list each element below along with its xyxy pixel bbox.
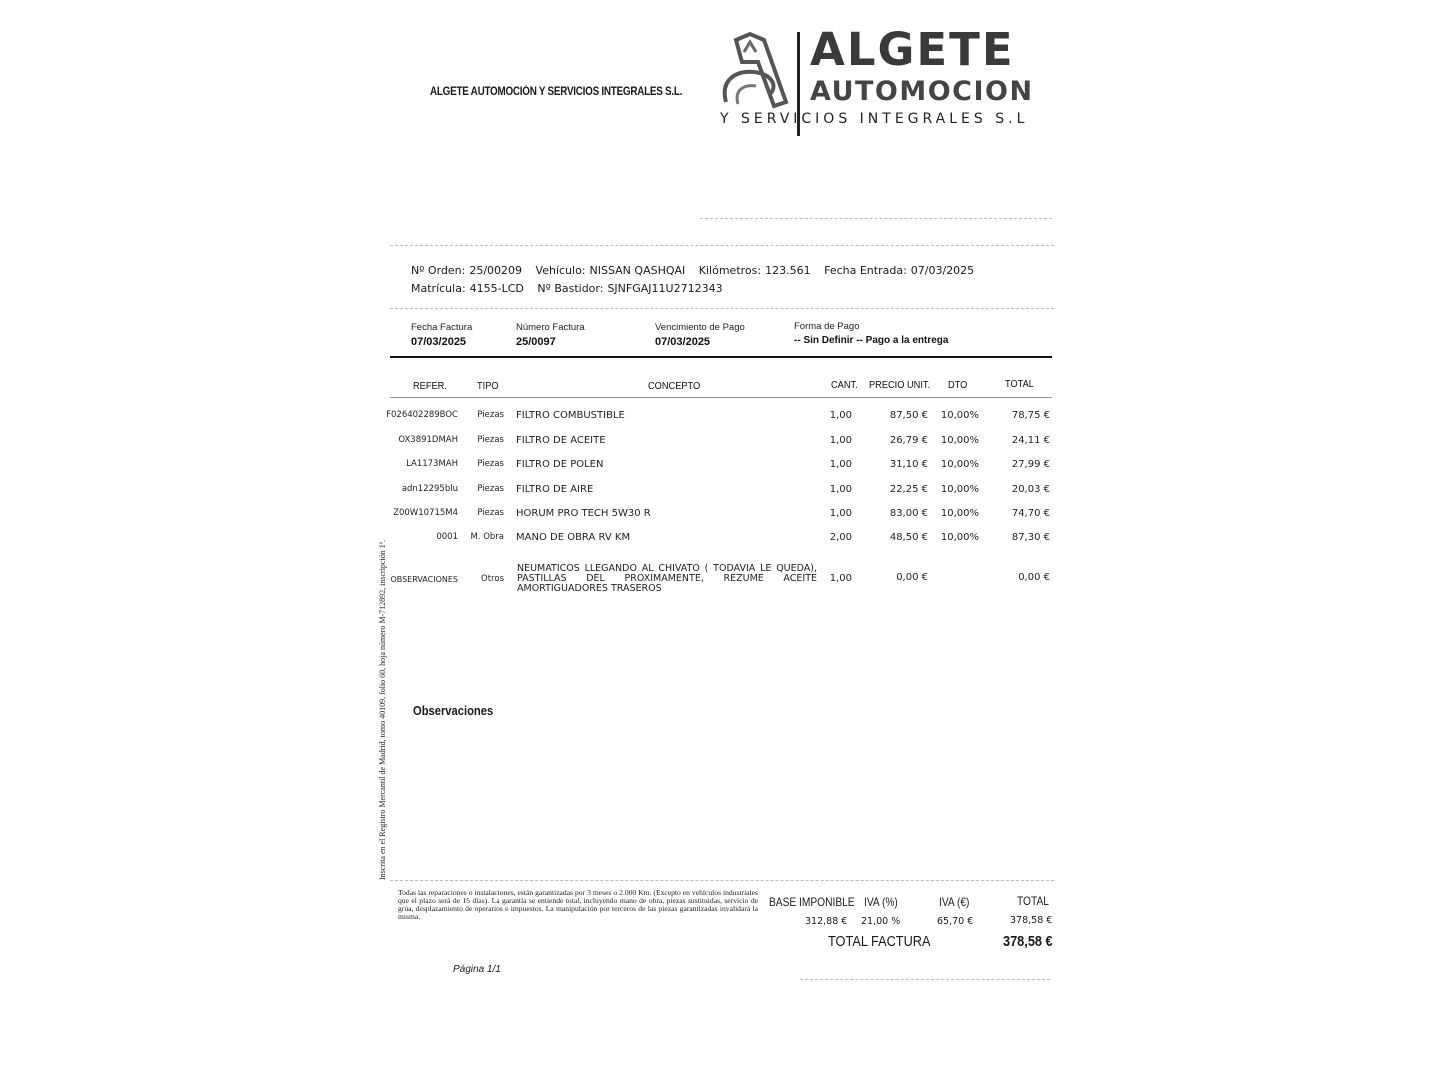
row-total: 0,00 € [1018,572,1050,583]
row-total: 20,03 € [1011,484,1050,495]
row-total: 27,99 € [1011,459,1050,470]
divider [390,880,1054,881]
iva-eur-label: IVA (€) [939,895,970,909]
row-total: 78,75 € [1011,410,1050,421]
matricula-label: Matrícula: [411,282,466,295]
row-cant: 1,00 [829,484,852,495]
row-dto: 10,00% [940,508,979,519]
row-precio: 87,50 € [889,410,928,421]
row-cant: 1,00 [829,573,852,584]
row-ref: OBSERVACIONES [390,575,458,584]
row-cant: 1,00 [829,508,852,519]
vehiculo-value: NISSAN QASHQAI [589,264,686,277]
row-precio: 31,10 € [889,459,928,470]
row-precio: 0,00 € [896,572,928,583]
orden-label: Nº Orden: [411,264,466,277]
table-row [0,459,1440,473]
row-tipo: Piezas [477,508,504,518]
total-factura-label: TOTAL FACTURA [828,933,931,950]
iva-pct-value: 21,00 % [861,916,901,927]
col-total: TOTAL [1005,378,1034,390]
vehiculo-label: Vehículo: [535,264,586,277]
row-dto: 10,00% [940,459,979,470]
row-dto: 10,00% [940,532,979,543]
logo-mark-icon [716,30,790,110]
divider [800,979,1050,980]
row-concepto: FILTRO COMBUSTIBLE [516,410,625,421]
forma-pago-label: Forma de Pago [794,321,860,332]
iva-pct-label: IVA (%) [864,895,898,909]
table-row [0,410,1440,424]
logo-tagline: Y SERVICIOS INTEGRALES S.L [720,111,1029,127]
table-row [0,508,1440,522]
row-precio: 22,25 € [889,484,928,495]
forma-pago-value: -- Sin Definir -- Pago a la entrega [794,335,949,346]
row-dto: 10,00% [940,410,979,421]
row-concepto: NEUMATICOS LLEGANDO AL CHIVATO ( TODAVIA LE QUEDA), PASTILLAS DEL PROXIMAMENTE, REZUME ACEITE AMORTIGUADORES TRASEROS [517,563,817,594]
row-tipo: Piezas [477,435,504,445]
col-tipo: TIPO [477,380,499,392]
total-label: TOTAL [1017,894,1049,908]
row-precio: 26,79 € [889,435,928,446]
entrada-label: Fecha Entrada: [824,264,907,277]
vencimiento-value: 07/03/2025 [655,336,711,348]
row-tipo: Piezas [477,410,504,420]
base-imponible-label: BASE IMPONIBLE [769,895,855,909]
row-dto: 10,00% [940,435,979,446]
row-concepto: FILTRO DE AIRE [516,484,594,495]
divider [390,245,1054,246]
page-number: Página 1/1 [453,964,501,975]
order-info-line2 [411,282,733,295]
row-ref: F026402289BOC [386,410,458,420]
total-factura-value: 378,58 € [1003,933,1053,950]
row-total: 87,30 € [1011,532,1050,543]
row-precio: 48,50 € [889,532,928,543]
order-info-line1 [411,264,984,277]
row-concepto: HORUM PRO TECH 5W30 R [516,508,651,519]
row-concepto: FILTRO DE POLEN [516,459,604,470]
row-cant: 1,00 [829,435,852,446]
observaciones-heading: Observaciones [413,703,494,718]
logo-subtitle: AUTOMOCION [810,76,1034,107]
table-row [0,484,1440,498]
table-row-observaciones [0,564,1440,598]
fecha-factura-value: 07/03/2025 [411,336,467,348]
col-cant: CANT. [831,379,858,391]
company-name: ALGETE AUTOMOCIÓN Y SERVICIOS INTEGRALES S.L. [430,86,683,98]
logo-title: ALGETE [810,23,1015,76]
row-total: 74,70 € [1011,508,1050,519]
base-imponible-value: 312,88 € [805,916,848,927]
total-value: 378,58 € [1010,915,1053,926]
registry-note: Inscrita en el Registro Mercantil de Madrid, tomo 40109, folio 60, hoja número M-712892, inscripción 1ª. [378,540,387,880]
matricula-value: 4155-LCD [469,282,524,295]
iva-eur-value: 65,70 € [937,916,974,927]
col-concepto: CONCEPTO [648,380,701,392]
divider [700,218,1052,219]
row-cant: 1,00 [829,459,852,470]
row-ref: OX3891DMAH [398,435,458,445]
row-concepto: FILTRO DE ACEITE [516,435,606,446]
row-concepto: MANO DE OBRA RV KM [516,532,631,543]
guarantee-note: Todas las reparaciones o instalaciones, están garantizadas por 3 meses o 2.000 Km. (Excepto en vehículos industriales que el plazo será de 15 días). La garantía se entiende total, incluyendo mano de obra, piezas sustituidas, servicio de grúa, desplazamiento de operarios e impuestos. La manipulación por terceros de las piezas garantizadas invalidará la misma. [398,888,758,921]
numero-factura-value: 25/0097 [516,336,556,348]
row-cant: 1,00 [829,410,852,421]
col-refer: REFER. [413,380,447,392]
table-header-rule [390,397,1052,398]
row-total: 24,11 € [1011,435,1050,446]
header-rule [390,356,1052,358]
row-cant: 2,00 [829,532,852,543]
km-value: 123.561 [765,264,811,277]
divider [390,308,1054,309]
entrada-value: 07/03/2025 [910,264,975,277]
row-ref: 0001 [436,532,458,542]
row-ref: adn12295blu [401,484,458,494]
bastidor-label: Nº Bastidor: [537,282,604,295]
row-tipo: M. Obra [470,532,504,542]
row-ref: LA1173MAH [406,459,458,469]
table-row [0,532,1440,546]
row-tipo: Otros [481,574,504,584]
row-precio: 83,00 € [889,508,928,519]
bastidor-value: SJNFGAJ11U2712343 [607,282,723,295]
fecha-factura-label: Fecha Factura [411,322,473,333]
numero-factura-label: Número Factura [516,322,585,333]
table-row [0,435,1440,449]
row-dto: 10,00% [940,484,979,495]
km-label: Kilómetros: [698,264,762,277]
row-tipo: Piezas [477,484,504,494]
orden-value: 25/00209 [469,264,523,277]
col-dto: DTO [948,379,968,391]
row-ref: Z00W10715M4 [393,508,458,518]
vencimiento-label: Vencimiento de Pago [655,322,745,333]
row-tipo: Piezas [477,459,504,469]
col-precio: PRECIO UNIT. [869,379,931,391]
